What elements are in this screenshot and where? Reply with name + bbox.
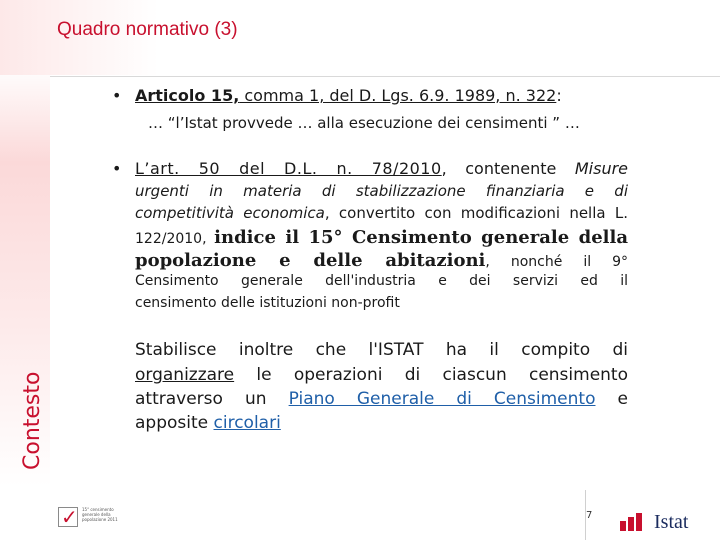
section-label: Contesto <box>20 371 45 470</box>
law-reference-link[interactable]: L’art. 50 del D.L. n. 78/2010 <box>135 159 442 178</box>
istat-bars-icon <box>620 513 650 531</box>
bullet2-line6: Censimento generale dell'industria e dei servizi ed il <box>135 273 628 289</box>
bullet-icon: • <box>112 159 122 178</box>
bullet1-quote: … “l’Istat provvede … alla esecuzione dei censimenti ” … <box>148 114 580 132</box>
slide-title: Quadro normativo (3) <box>57 19 238 40</box>
piano-generale-link[interactable]: Piano Generale di Censimento <box>288 389 596 409</box>
paragraph2-line4: apposite circolari <box>135 413 281 433</box>
bullet1-reference: Articolo 15, comma 1, del D. Lgs. 6.9. 1989, n. 322: <box>135 86 562 105</box>
bullet2-line1: L’art. 50 del D.L. n. 78/2010, contenente Misure <box>135 159 629 178</box>
paragraph2-line3: attraverso un Piano Generale di Censimento e <box>135 389 629 409</box>
page-number: 7 <box>586 510 593 521</box>
paragraph2-line2: organizzare le operazioni di ciascun censimento <box>135 365 628 385</box>
article-link[interactable]: Articolo 15, <box>135 86 240 105</box>
bullet2-line4: 122/2010, indice il 15° Censimento generale della <box>135 227 629 248</box>
paragraph2-line1: Stabilisce inoltre che l'ISTAT ha il compito di <box>135 340 628 360</box>
circolari-link[interactable]: circolari <box>213 413 281 433</box>
header-divider <box>50 76 720 77</box>
census-logo: ✓ 15° censimento generale della popolazione 2011 <box>58 503 118 535</box>
bullet2-line7: censimento delle istituzioni non-profit <box>135 295 400 311</box>
checkmark-icon: ✓ <box>61 505 78 529</box>
bullet2-line3: competitività economica, convertito con modificazioni nella L. <box>135 204 628 222</box>
bullet2-line5: popolazione e delle abitazioni, nonché il 9° <box>135 250 628 271</box>
bullet-icon: • <box>112 86 122 105</box>
bullet2-line2: urgenti in materia di stabilizzazione finanziaria e di <box>135 182 628 200</box>
decree-link[interactable]: comma 1, del D. Lgs. 6.9. 1989, n. 322 <box>239 86 557 105</box>
